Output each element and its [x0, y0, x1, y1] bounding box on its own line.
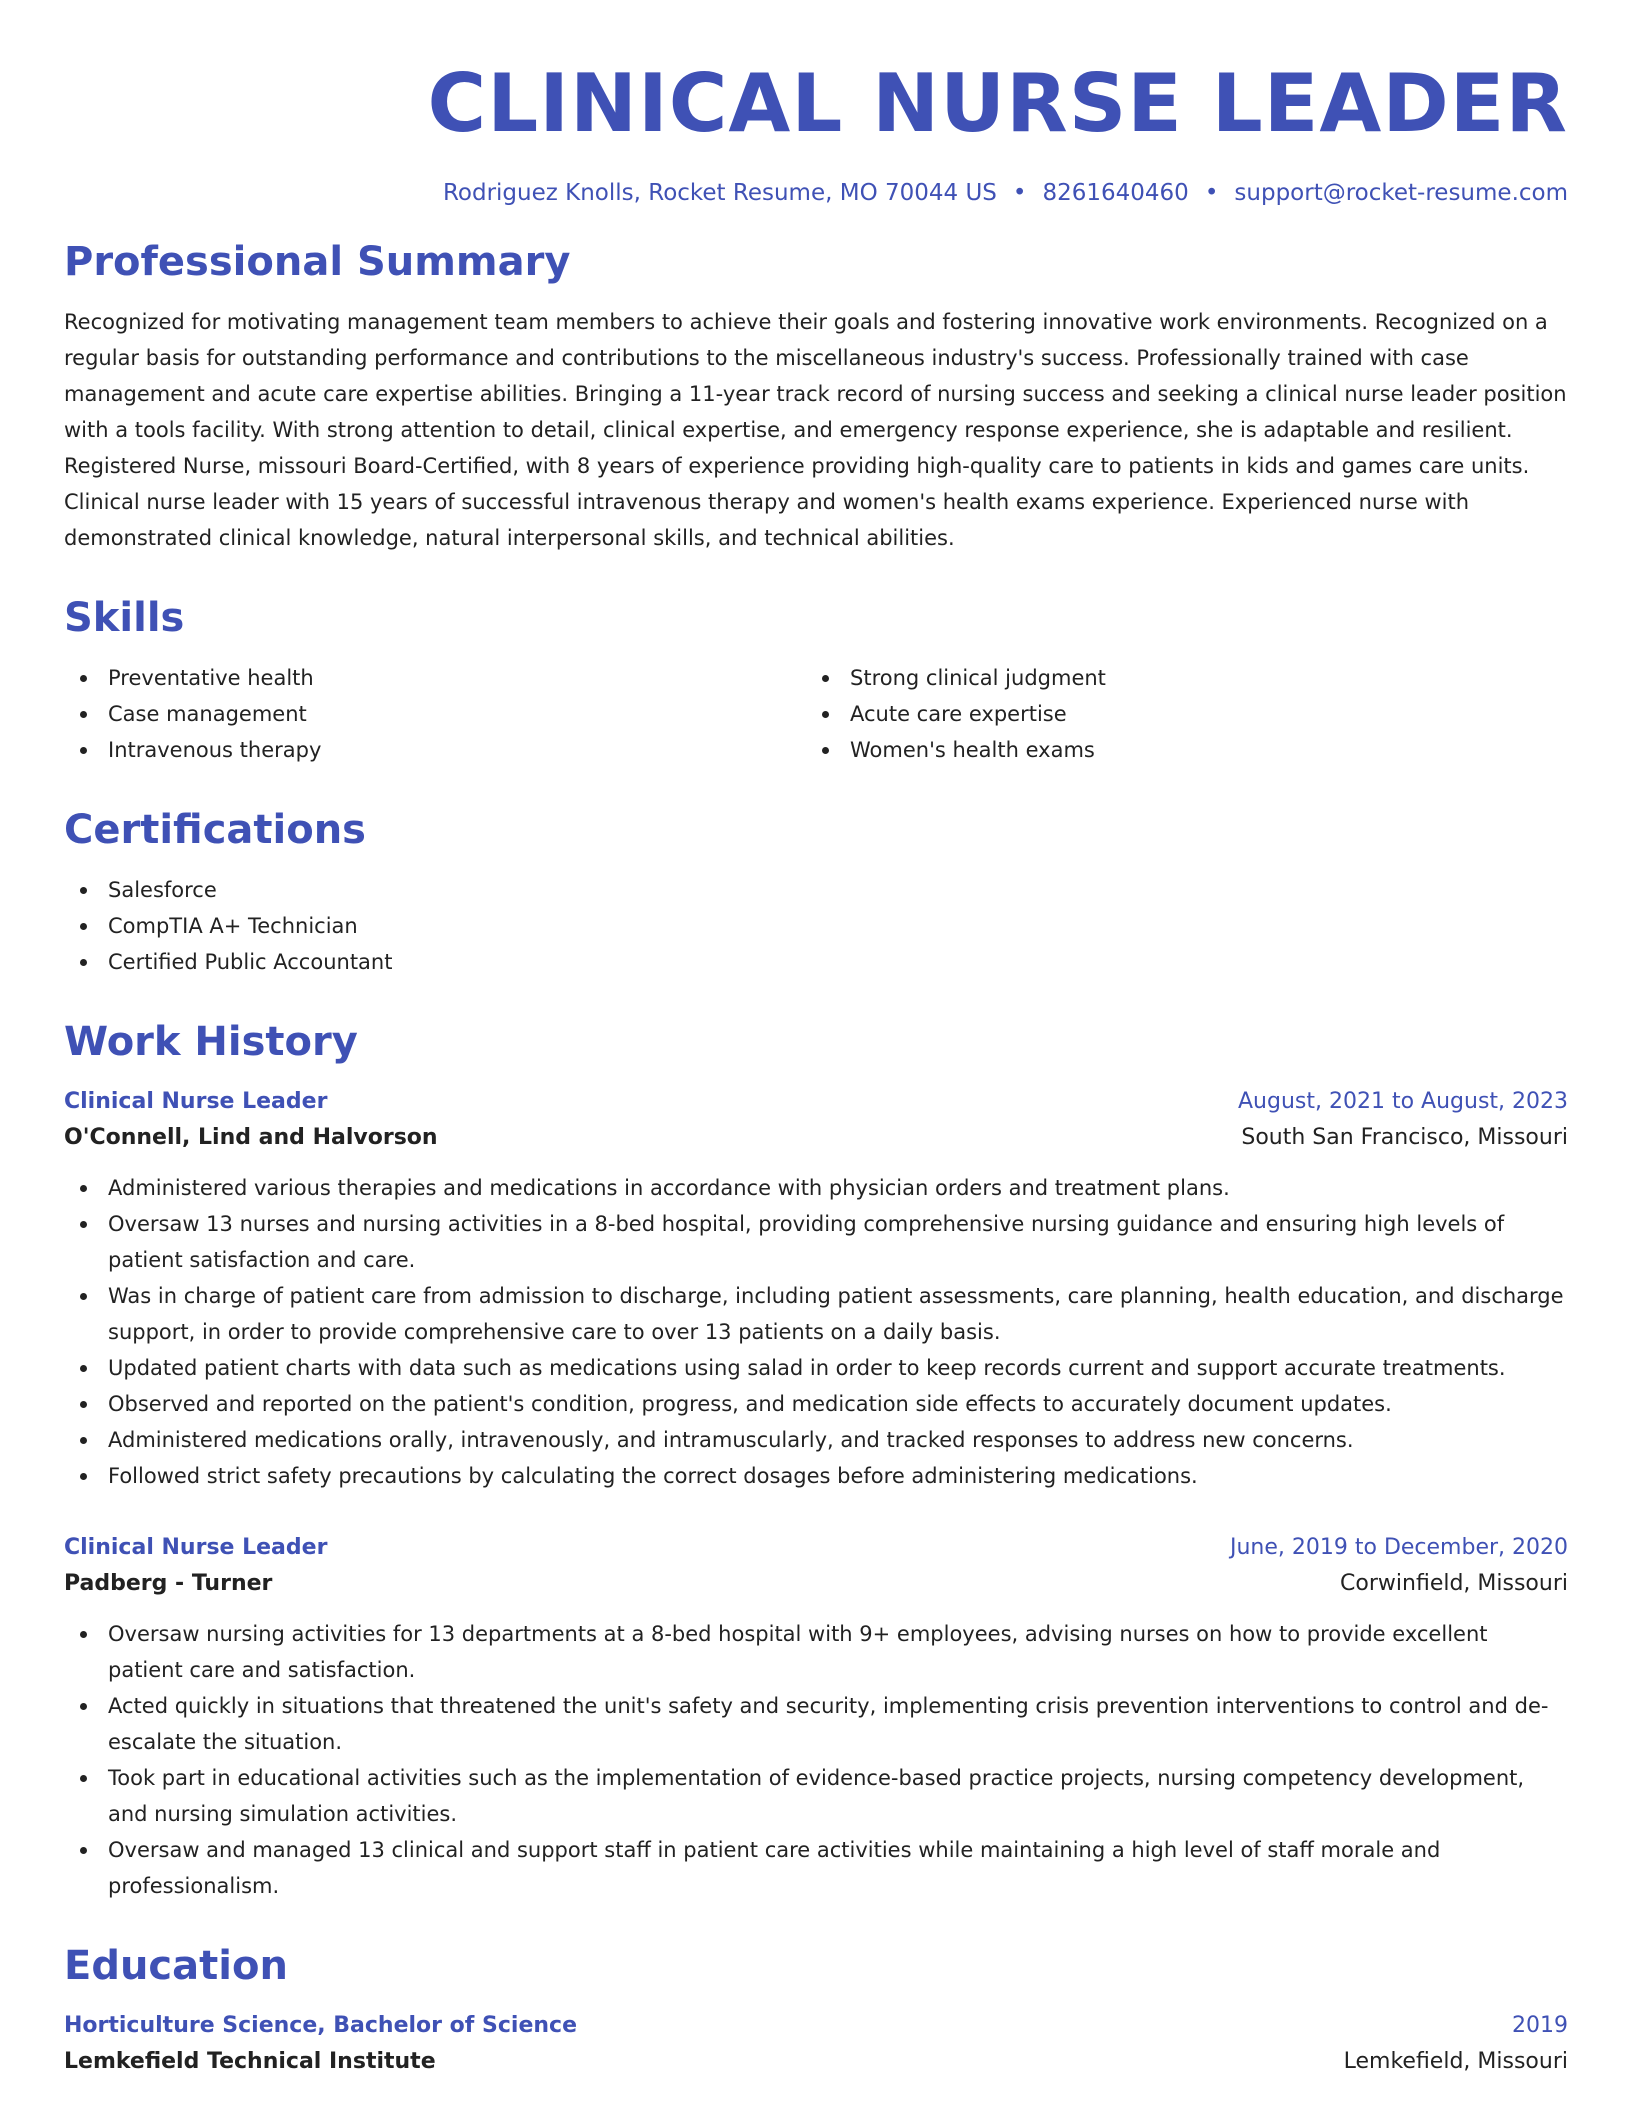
education-school: Lemkefield Technical Institute — [64, 2049, 436, 2074]
skills-heading: Skills — [64, 595, 185, 641]
contact-separator: • — [1204, 180, 1219, 206]
skill-item: Strong clinical judgment — [806, 660, 1548, 696]
work-history-heading: Work History — [64, 1019, 358, 1065]
job-company: Padberg - Turner — [64, 1571, 273, 1596]
job-duties — [64, 1170, 1568, 1494]
job-entry — [64, 1084, 1568, 1494]
job-duty-item: Was in charge of patient care from admission to discharge, including patient assessments, care planning, health education, and discharge support, in order to provide comprehensive care to over 13 patients on a daily basis. — [64, 1278, 1568, 1350]
contact-address: Rodriguez Knolls, Rocket Resume, MO 70044 US — [442, 180, 997, 206]
summary-heading: Professional Summary — [64, 239, 571, 285]
job-duty-item: Administered various therapies and medications in accordance with physician orders and treatment plans. — [64, 1170, 1568, 1206]
job-duty-item: Followed strict safety precautions by calculating the correct dosages before administering medications. — [64, 1458, 1568, 1494]
education-subheader — [64, 2044, 1568, 2080]
education-header — [64, 2008, 1568, 2044]
education-year: 2019 — [1512, 2013, 1568, 2038]
job-duties — [64, 1616, 1568, 1904]
certifications-list — [64, 872, 1568, 980]
job-duty-item: Updated patient charts with data such as medications using salad in order to keep records current and support accurate treatments. — [64, 1350, 1568, 1386]
certification-item: CompTIA A+ Technician — [64, 908, 1568, 944]
education-heading: Education — [64, 1943, 288, 1989]
job-duty-item: Administered medications orally, intravenously, and intramuscularly, and tracked responses to address new concerns. — [64, 1422, 1568, 1458]
job-duty-item: Oversaw 13 nurses and nursing activities in a 8-bed hospital, providing comprehensive nursing guidance and ensuring high levels of patient satisfaction and care. — [64, 1206, 1568, 1278]
skills-list — [64, 660, 1568, 768]
job-duty-item: Oversaw and managed 13 clinical and support staff in patient care activities while maintaining a high level of staff morale and professionalism. — [64, 1832, 1568, 1904]
skill-item: Women's health exams — [806, 732, 1548, 768]
education-degree: Horticulture Science, Bachelor of Science — [64, 2013, 577, 2038]
certifications-heading: Certifications — [64, 807, 366, 853]
job-subheader — [64, 1566, 1568, 1602]
job-title: Clinical Nurse Leader — [64, 1089, 328, 1114]
job-header — [64, 1084, 1568, 1120]
skills-column-left — [64, 660, 806, 768]
certification-item: Certified Public Accountant — [64, 944, 1568, 980]
skill-item: Case management — [64, 696, 806, 732]
contact-phone: 8261640460 — [1042, 180, 1189, 206]
contact-line — [64, 178, 1568, 208]
job-location: Corwinfield, Missouri — [1340, 1571, 1568, 1596]
resume-page — [64, 0, 1568, 2080]
skill-item: Acute care expertise — [806, 696, 1548, 732]
education-location: Lemkefield, Missouri — [1343, 2049, 1568, 2074]
skills-column-right — [806, 660, 1548, 768]
job-company: O'Connell, Lind and Halvorson — [64, 1125, 438, 1150]
contact-email: support@rocket-resume.com — [1234, 180, 1568, 206]
job-dates: August, 2021 to August, 2023 — [1238, 1089, 1568, 1114]
job-duty-item: Observed and reported on the patient's condition, progress, and medication side effects to accurately document updates. — [64, 1386, 1568, 1422]
job-entry — [64, 1530, 1568, 1904]
certification-item: Salesforce — [64, 872, 1568, 908]
job-header — [64, 1530, 1568, 1566]
skill-item: Preventative health — [64, 660, 806, 696]
contact-separator: • — [1012, 180, 1027, 206]
candidate-name: CLINICAL NURSE LEADER — [427, 57, 1568, 150]
job-duty-item: Acted quickly in situations that threatened the unit's safety and security, implementing crisis prevention interventions to control and de-escalate the situation. — [64, 1688, 1568, 1760]
education-entry — [64, 2008, 1568, 2080]
skill-item: Intravenous therapy — [64, 732, 806, 768]
job-duty-item: Took part in educational activities such as the implementation of evidence-based practice projects, nursing competency development, and nursing simulation activities. — [64, 1760, 1568, 1832]
job-dates: June, 2019 to December, 2020 — [1229, 1535, 1568, 1560]
summary-text: Recognized for motivating management team members to achieve their goals and fostering innovative work environments. Recognized on a regular basis for outstanding performance and contributions to the miscellaneous industry's success. Professionally trained with case management and acute care expertise abilities. Bringing a 11-year track record of nursing success and seeking a clinical nurse leader position with a tools facility. With strong attention to detail, clinical expertise, and emergency response experience, she is adaptable and resilient. Registered Nurse, missouri Board-Certified, with 8 years of experience providing high-quality care to patients in kids and games care units. Clinical nurse leader with 15 years of successful intravenous therapy and women's health exams experience. Experienced nurse with demonstrated clinical knowledge, natural interpersonal skills, and technical abilities. — [64, 310, 1567, 550]
job-title: Clinical Nurse Leader — [64, 1535, 328, 1560]
job-duty-item: Oversaw nursing activities for 13 departments at a 8-bed hospital with 9+ employees, advising nurses on how to provide excellent patient care and satisfaction. — [64, 1616, 1568, 1688]
job-location: South San Francisco, Missouri — [1241, 1125, 1568, 1150]
job-subheader — [64, 1120, 1568, 1156]
